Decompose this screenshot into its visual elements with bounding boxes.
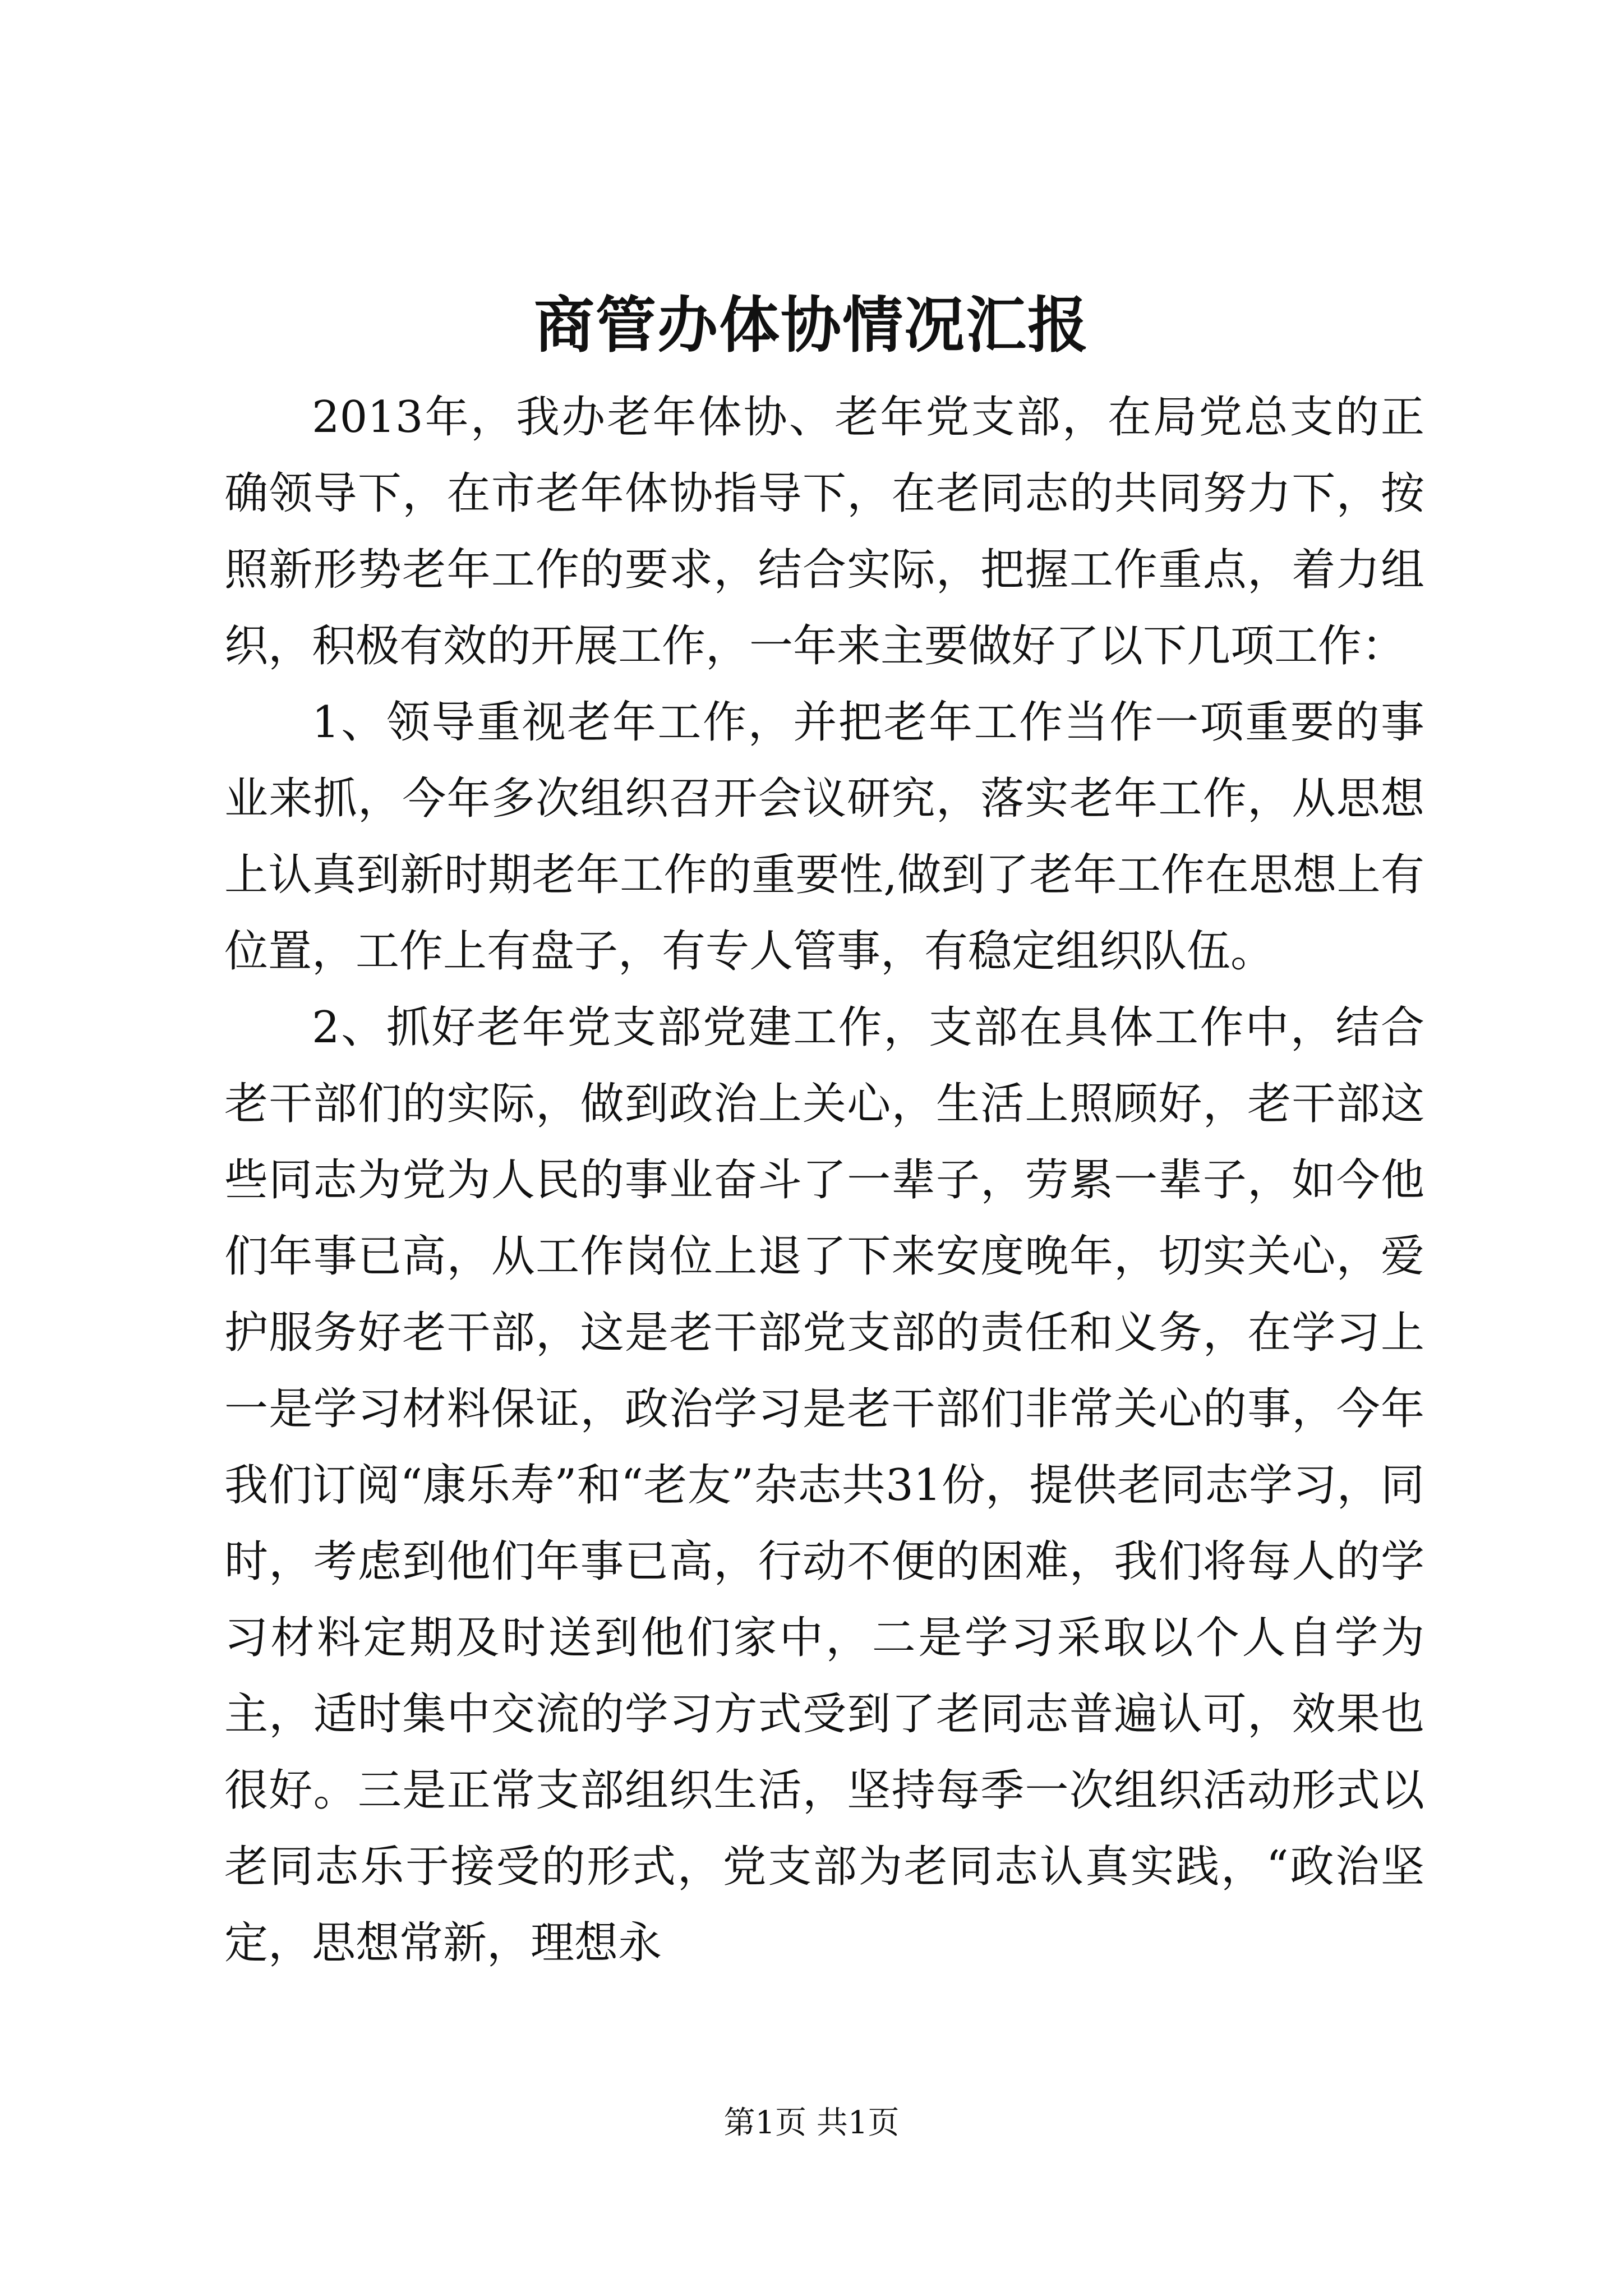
document-title: 商管办体协情况汇报 [533, 290, 1089, 361]
document-body [224, 379, 1424, 1981]
paragraph-intro: 2013年，我办老年体协、老年党支部，在局党总支的正确领导下，在市老年体协指导下，在老同志的共同努力下，按照新形势老年工作的要求，结合实际，把握工作重点，着力组织，积极有效的开展工作，一年来主要做好了以下几项工作： [224, 392, 1424, 671]
page-footer: 第1页 共1页 [723, 2105, 900, 2141]
paragraph-item-2: 2、抓好老年党支部党建工作，支部在具体工作中，结合老干部们的实际，做到政治上关心，生活上照顾好，老干部这些同志为党为人民的事业奋斗了一辈子，劳累一辈子，如今他们年事已高，从工作岗位上退了下来安度晚年，切实关心，爱护服务好老干部，这是老干部党支部的责任和义务，在学习上一是学习材料保证，政治学习是老干部们非常关心的事，今年我们订阅“康乐寿”和“老友”杂志共31份，提供老同志学习，同时，考虑到他们年事已高，行动不便的困难，我们将每人的学习材料定期及时送到他们家中，二是学习采取以个人自学为主，适时集中交流的学习方式受到了老同志普遍认可，效果也很好。三是正常支部组织生活，坚持每季一次组织活动形式以老同志乐于接受的形式，党支部为老同志认真实践，“政治坚定，思想常新，理想永 [224, 1002, 1424, 1968]
paragraph-item-1: 1、领导重视老年工作，并把老年工作当作一项重要的事业来抓，今年多次组织召开会议研究，落实老年工作，从思想上认真到新时期老年工作的重要性,做到了老年工作在思想上有位置，工作上有盘子，有专人管事，有稳定组织队伍。 [224, 697, 1424, 977]
